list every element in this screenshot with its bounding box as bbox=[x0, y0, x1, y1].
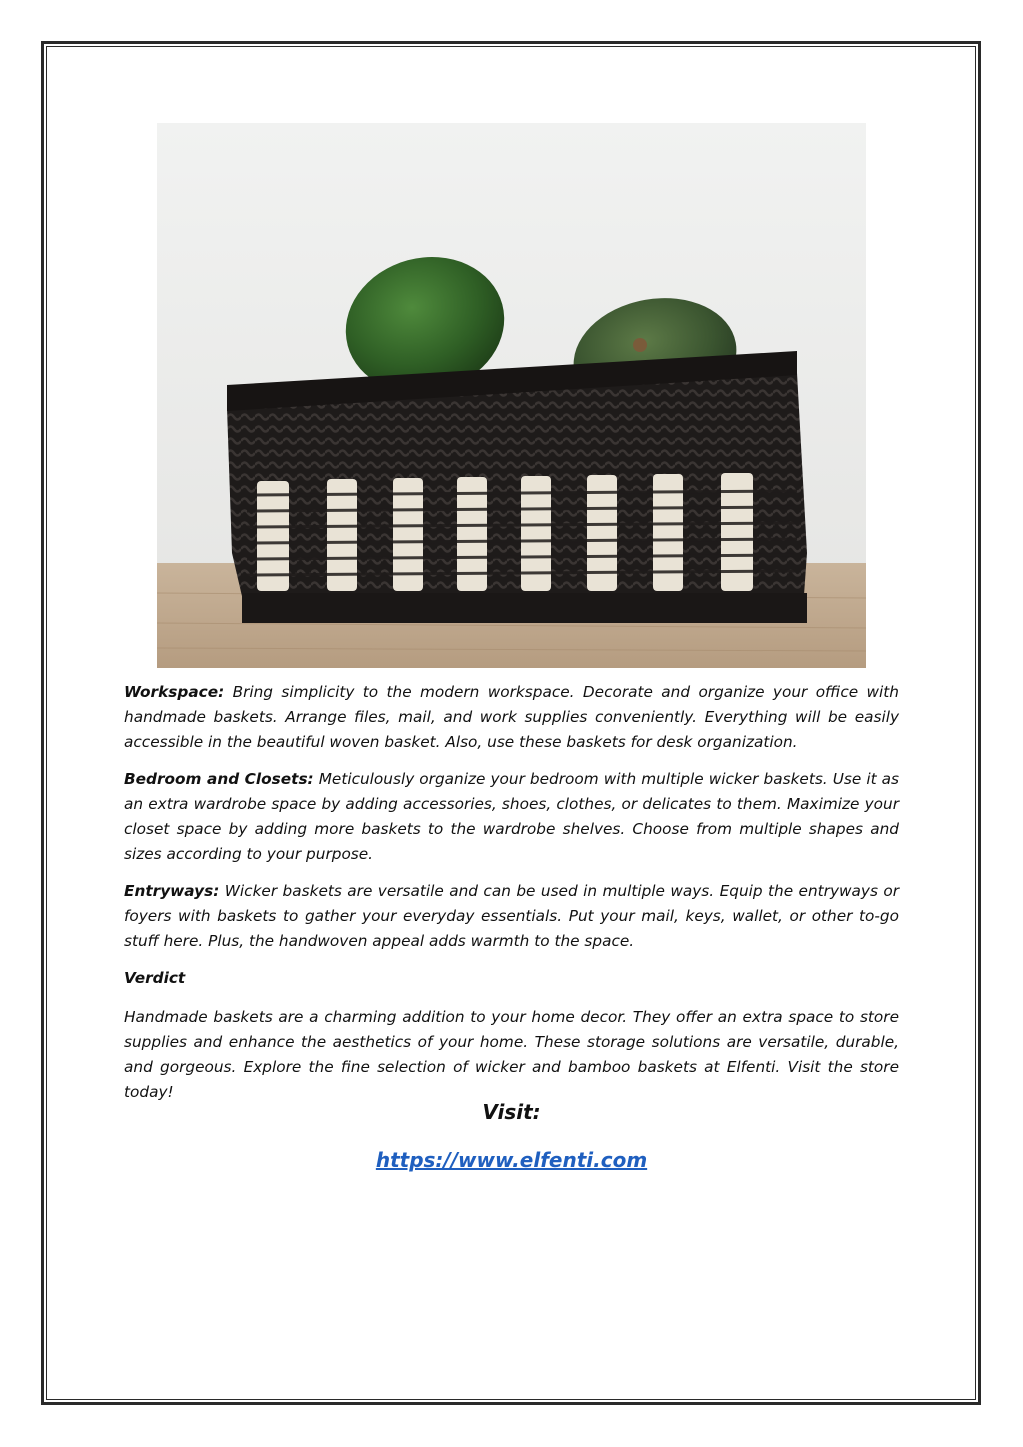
section-text: Wicker baskets are versatile and can be used in multiple ways. Equip the entryways or foyers with baskets to gather your everyday essentials. Put your mail, keys, wallet, or other to-go stuff here. Plus, the handwoven appeal adds warmth to the space. bbox=[124, 882, 899, 950]
section-heading: Bedroom and Closets: bbox=[124, 770, 314, 788]
article-body bbox=[124, 680, 899, 1117]
section-entryways bbox=[124, 879, 899, 954]
section-heading: Entryways: bbox=[124, 882, 220, 900]
section-workspace bbox=[124, 680, 899, 755]
website-link-container bbox=[124, 1148, 899, 1172]
verdict-text: Handmade baskets are a charming addition to your home decor. They offer an extra space to store supplies and enhance the aesthetics of your home. These storage solutions are versatile, durable, and gorgeous. Explore the fine selection of wicker and bamboo baskets at Elfenti. Visit the store today! bbox=[124, 1008, 899, 1101]
section-heading: Workspace: bbox=[124, 683, 225, 701]
visit-label: Visit: bbox=[482, 1100, 541, 1124]
basket-photo bbox=[157, 123, 866, 668]
section-text: Bring simplicity to the modern workspace. Decorate and organize your office with handmade baskets. Arrange files, mail, and work supplies conveniently. Everything will be easily accessible in the beautiful woven basket. Also, use these baskets for desk organization. bbox=[124, 683, 899, 751]
section-bedroom-closets bbox=[124, 767, 899, 867]
website-link[interactable]: https://www.elfenti.com bbox=[375, 1148, 648, 1172]
section-text: Meticulously organize your bedroom with multiple wicker baskets. Use it as an extra wardrobe space by adding accessories, shoes, clothes, or delicates to them. Maximize your closet space by adding more baskets to the wardrobe shelves. Choose from multiple shapes and sizes according to your purpose. bbox=[124, 770, 899, 863]
verdict-heading: Verdict bbox=[124, 969, 186, 987]
